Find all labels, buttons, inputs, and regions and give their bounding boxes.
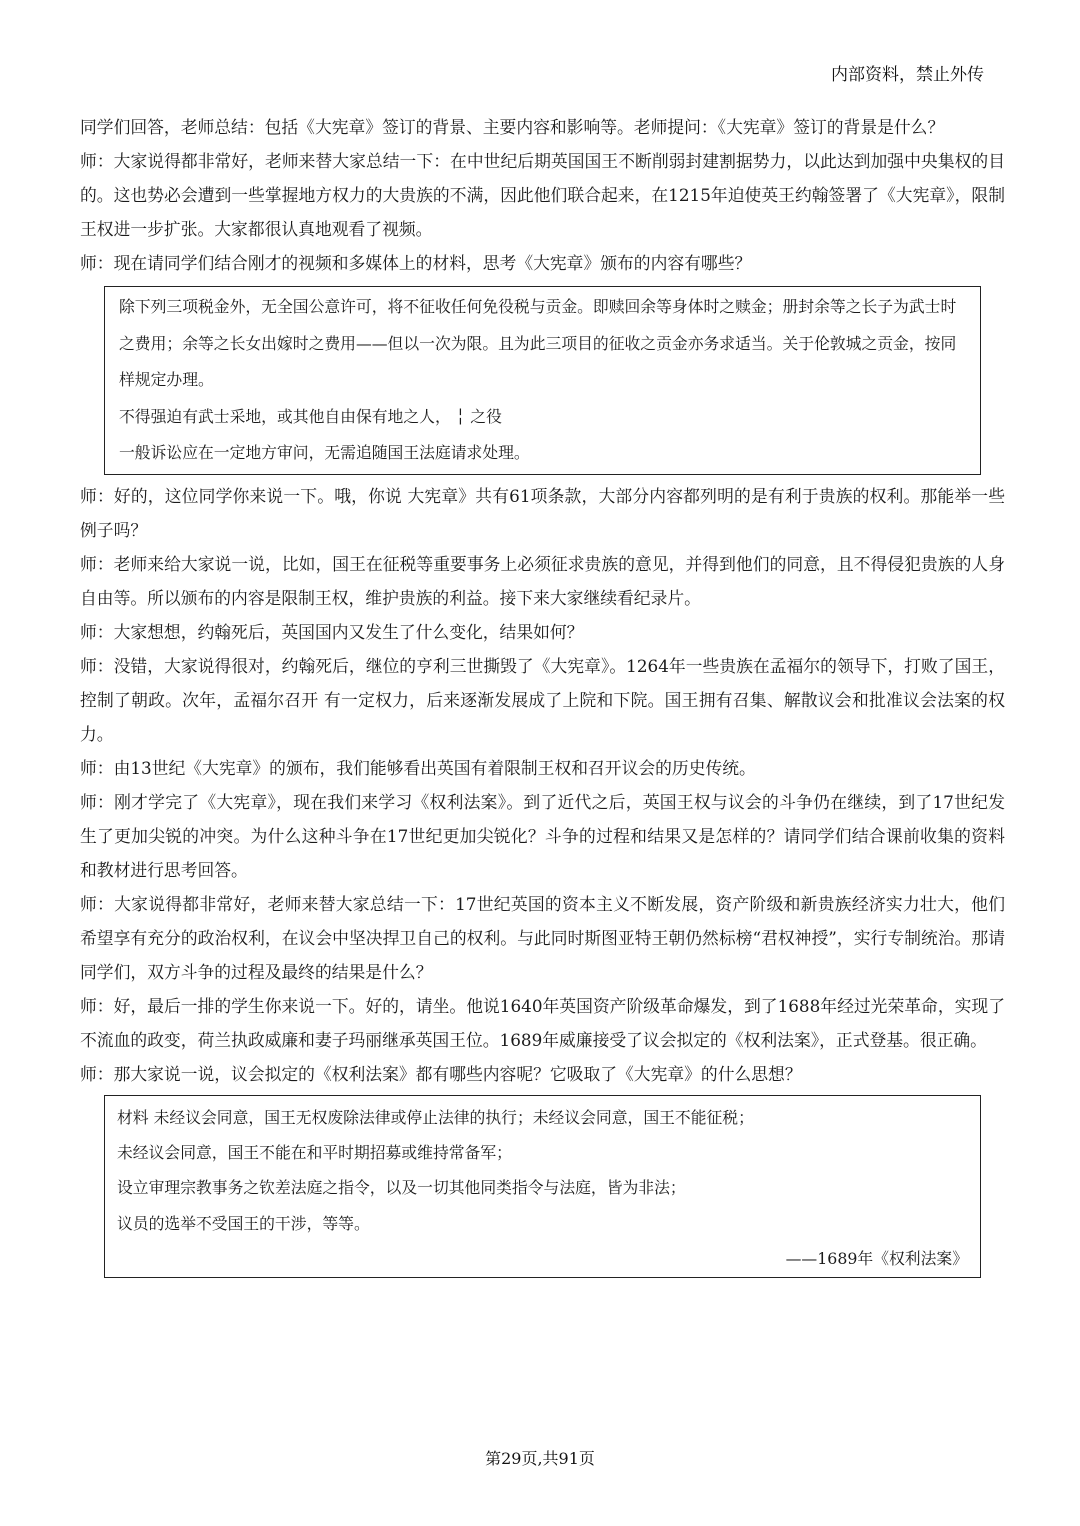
material-source: ——1689年《权利法案》 (785, 1249, 968, 1269)
material-line: 一般诉讼应在一定地方审问，无需追随国王法庭请求处理。 (119, 443, 530, 462)
material-line: 不得强迫有武士采地，或其他自由保有地之人， ╎ 之役 (119, 406, 502, 426)
material-line: 除下列三项税金外，无全国公意许可，将不征收任何免役税与贡金。即赎回余等身体时之赎金；册封余等之长子为武士时之费用；余等之长女出嫁时之费用——但以一次为限。且为此三项目的征收之贡金亦务求适当。关于伦敦城之贡金，按同样规定办理。 (119, 297, 957, 389)
paragraph: 师：大家想想，约翰死后，英国国内又发生了什么变化，结果如何？ (80, 621, 584, 642)
paragraph: 师：那大家说一说，议会拟定的《权利法案》都有哪些内容呢？它吸取了《大宪章》的什么思想？ (80, 1063, 802, 1084)
paragraph: 师：好，最后一排的学生你来说一下。好的，请坐。他说1640年英国资产阶级革命爆发，到了1688年经过光荣革命，实现了不流血的政变，荷兰执政威廉和妻子玛丽继承英国王位。1689年威廉接受了议会拟定的《权利法案》，正式登基。很正确。 (80, 995, 1005, 1050)
material-box-bill-of-rights (104, 1095, 981, 1278)
paragraph: 师：刚才学完了《大宪章》，现在我们来学习《权利法案》。到了近代之后，英国王权与议会的斗争仍在继续，到了17世纪发生了更加尖锐的冲突。为什么这种斗争在17世纪更加尖锐化？斗争的过程和结果又是怎样的？请同学们结合课前收集的资料和教材进行思考回答。 (80, 791, 1005, 880)
page-number: 第29页,共91页 (485, 1449, 595, 1468)
material-line: 议员的选举不受国王的干涉，等等。 (117, 1213, 370, 1233)
material-box-magna-carta (104, 286, 981, 475)
paragraph: 师：现在请同学们结合刚才的视频和多媒体上的材料，思考《大宪章》颁布的内容有哪些？ (80, 253, 752, 273)
header-note: 内部资料，禁止外传 (831, 65, 984, 85)
paragraph: 师：老师来给大家说一说，比如，国王在征税等重要事务上必须征求贵族的意见，并得到他们的同意，且不得侵犯贵族的人身自由等。所以颁布的内容是限制王权，维护贵族的利益。接下来大家继续看纪录片。 (80, 553, 1005, 608)
paragraph: 师：好的，这位同学你来说一下。哦，你说 大宪章》共有61项条款，大部分内容都列明的是有利于贵族的权利。那能举一些例子吗？ (80, 485, 1005, 540)
paragraph: 师：大家说得都非常好，老师来替大家总结一下：在中世纪后期英国国王不断削弱封建割据势力，以此达到加强中央集权的目的。这也势必会遭到一些掌握地方权力的大贵族的不满，因此他们联合起来，在1215年迫使英王约翰签署了《大宪章》，限制王权进一步扩张。大家都很认真地观看了视频。 (80, 151, 1005, 239)
paragraph: 师：大家说得都非常好，老师来替大家总结一下：17世纪英国的资本主义不断发展，资产阶级和新贵族经济实力壮大，他们希望享有充分的政治权利，在议会中坚决捍卫自己的权利。与此同时斯图亚特王朝仍然标榜“君权神授”，实行专制统治。那请同学们，双方斗争的过程及最终的结果是什么？ (80, 893, 1005, 982)
document-body (80, 110, 1005, 1282)
material-line: 未经议会同意，国王不能在和平时期招募或维持常备军； (117, 1142, 512, 1162)
material-line: 设立审理宗教事务之钦差法庭之指令，以及一切其他同类指令与法庭，皆为非法； (117, 1178, 686, 1198)
material-line: 材料 未经议会同意，国王无权废除法律或停止法律的执行；未经议会同意，国王不能征税； (117, 1107, 754, 1127)
paragraph: 师：没错，大家说得很对，约翰死后，继位的亨利三世撕毁了《大宪章》。1264年一些贵族在孟福尔的领导下，打败了国王，控制了朝政。次年，孟福尔召开 有一定权力，后来逐渐发展成了上院和下院。国王拥有召集、解散议会和批准议会法案的权力。 (80, 655, 1005, 744)
paragraph: 师：由13世纪《大宪章》的颁布，我们能够看出英国有着限制王权和召开议会的历史传统。 (80, 757, 756, 778)
paragraph: 同学们回答，老师总结：包括《大宪章》签订的背景、主要内容和影响等。老师提问：《大宪章》签订的背景是什么？ (80, 117, 945, 137)
